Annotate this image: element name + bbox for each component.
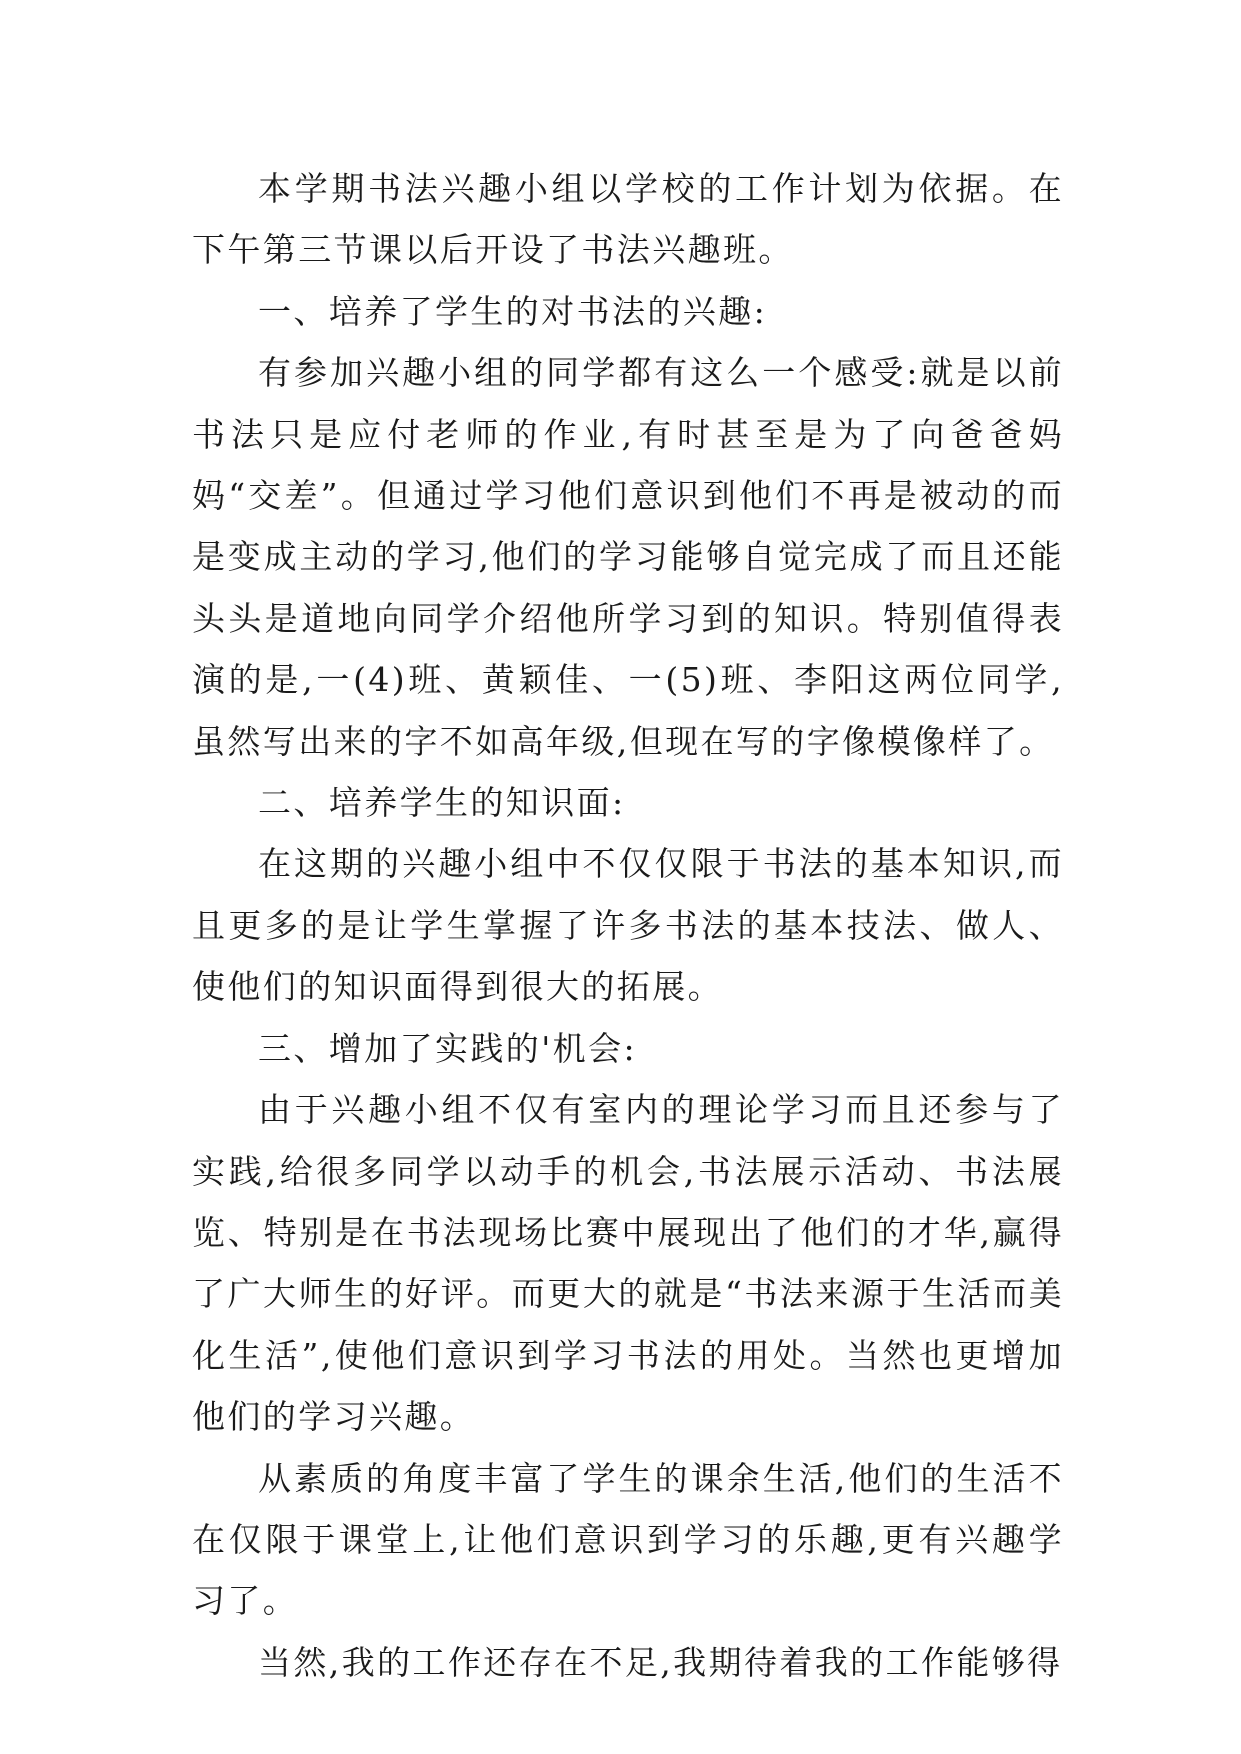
document-body [192,158,1064,1693]
section-heading-interest: 一、培养了学生的对书法的兴趣: [258,291,768,331]
section-heading-practice: 三、增加了实践的'机会: [258,1028,637,1068]
knowledge-paragraph: 在这期的兴趣小组中不仅仅限于书法的基本知识,而且更多的是让学生掌握了许多书法的基本技法、做人、使他们的知识面得到很大的拓展。 [192,844,1064,1007]
closing-paragraph: 当然,我的工作还存在不足,我期待着我的工作能够得 [258,1642,1063,1682]
quality-paragraph: 从素质的角度丰富了学生的课余生活,他们的生活不在仅限于课堂上,让他们意识到学习的乐趣,更有兴趣学习了。 [192,1458,1064,1621]
section-heading-knowledge: 二、培养学生的知识面: [258,783,626,823]
intro-paragraph: 本学期书法兴趣小组以学校的工作计划为依据。在下午第三节课以后开设了书法兴趣班。 [192,169,1064,270]
practice-paragraph: 由于兴趣小组不仅有室内的理论学习而且还参与了实践,给很多同学以动手的机会,书法展示活动、书法展览、特别是在书法现场比赛中展现出了他们的才华,赢得了广大师生的好评。而更大的就是“书法来源于生活而美化生活”,使他们意识到学习书法的用处。当然也更增加他们的学习兴趣。 [192,1090,1064,1437]
interest-paragraph: 有参加兴趣小组的同学都有这么一个感受:就是以前书法只是应付老师的作业,有时甚至是为了向爸爸妈妈“交差”。但通过学习他们意识到他们不再是被动的而是变成主动的学习,他们的学习能够自觉完成了而且还能头头是道地向同学介绍他所学习到的知识。特别值得表演的是,一(4)班、黄颖佳、一(5)班、李阳这两位同学,虽然写出来的字不如高年级,但现在写的字像模像样了。 [192,353,1064,761]
